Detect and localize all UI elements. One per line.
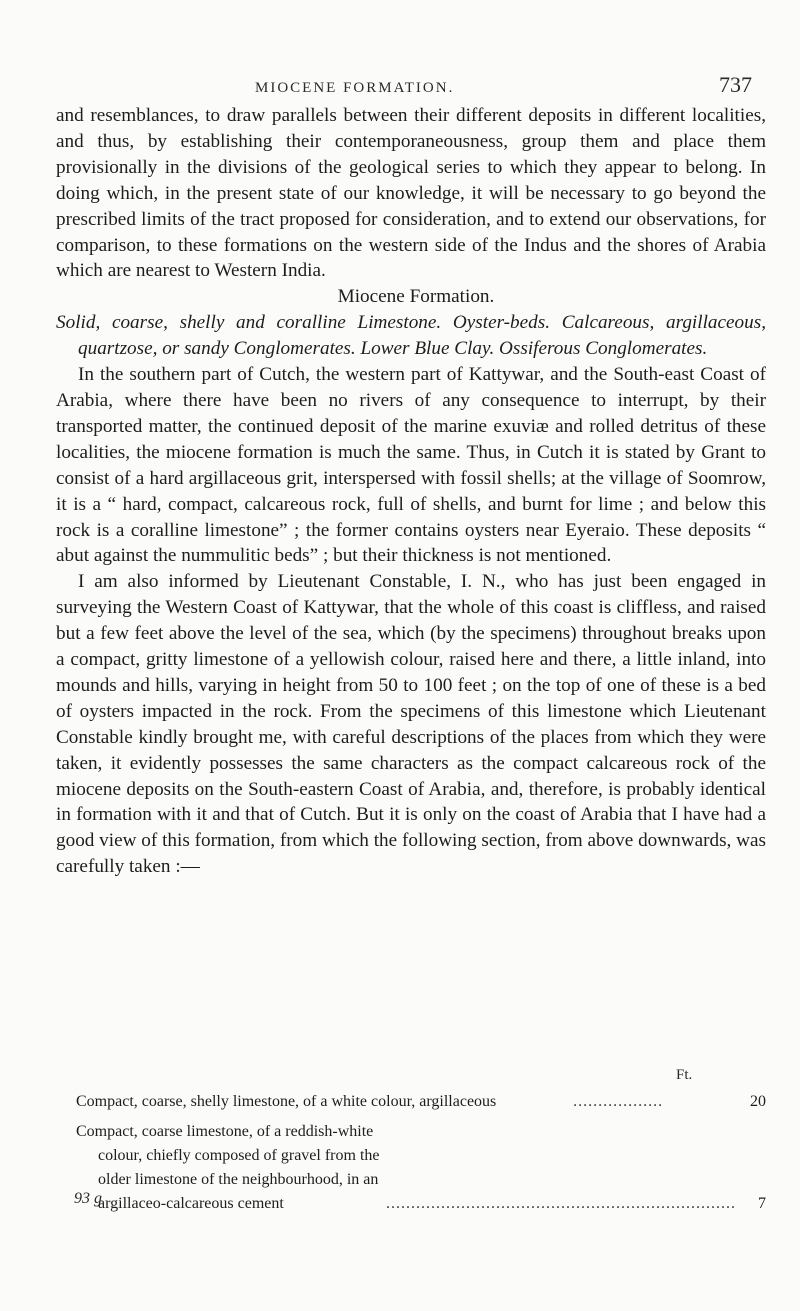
body-text bbox=[56, 103, 766, 880]
cutch-paragraph: In the southern part of Cutch, the western part of Kattywar, and the South-east Coast of Arabia, where there have been no rivers of any consequence to interrupt, by their transported matter, the continued deposit of the marine exuviæ and rolled detritus of these localities, the miocene formation is much the same. Thus, in Cutch it is stated by Grant to consist of a hard argillaceous grit, interspersed with fossil shells; at the village of Soomrow, it is a “ hard, compact, calcareous rock, full of shells, and burnt for lime ; and below this rock is a coralline limestone” ; the former contains oysters near Eyeraio. These deposits “ abut against the nummulitic beds” ; but their thickness is not mentioned. bbox=[56, 364, 766, 567]
section-heading: Miocene Formation. bbox=[337, 286, 495, 308]
dot-leader: .................. bbox=[573, 1093, 664, 1110]
stratum-description: Compact, coarse limestone, of a reddish-white colour, chiefly composed of gravel from the older limestone of the neighbourhood, in an argillaceo-calcareous cement bbox=[76, 1123, 380, 1212]
running-title: MIOCENE FORMATION. bbox=[255, 80, 455, 96]
table-row bbox=[76, 1120, 766, 1216]
page-number: 737 bbox=[719, 72, 752, 97]
stratum-description: Compact, coarse, shelly limestone, of a white colour, argillaceous bbox=[76, 1093, 497, 1110]
printer-signature-mark: 93 g bbox=[74, 1190, 102, 1207]
stratum-thickness: 20 bbox=[750, 1093, 766, 1110]
formation-list: Solid, coarse, shelly and coralline Limestone. Oyster-beds. Calcareous, argillaceous, quartzose, or sandy Conglomerates. Lower Blue Clay. Ossiferous Conglomerates. bbox=[56, 312, 766, 360]
table-row bbox=[76, 1090, 766, 1114]
section-table bbox=[76, 1090, 766, 1222]
dot-leader: ...................................................................... bbox=[386, 1195, 736, 1212]
thickness-unit-header: Ft. bbox=[676, 1067, 693, 1083]
kattywar-paragraph: I am also informed by Lieutenant Constable, I. N., who has just been engaged in surveying the Western Coast of Kattywar, that the whole of this coast is cliffless, and raised but a few feet above the level of the sea, which (by the specimens) throughout breaks upon a compact, gritty limestone of a yellowish colour, raised here and there, a little inland, into mounds and hills, varying in height from 50 to 100 feet ; on the top of one of these is a bed of oysters impacted in the rock. From the specimens of this limestone which Lieutenant Constable kindly brought me, with careful descriptions of the places from which they were taken, it evidently possesses the same characters as the compact calcareous rock of the miocene deposits on the South-eastern Coast of Arabia, and, therefore, is probably identical in formation with it and that of Cutch. But it is only on the coast of Arabia that I have had a good view of this formation, from which the following section, from above downwards, was carefully taken :— bbox=[56, 571, 766, 878]
intro-paragraph: and resemblances, to draw parallels between their different deposits in different localities, and thus, by establishing their contemporaneousness, group them and place them provisionally in the divisions of the geological series to which they appear to belong. In doing which, in the present state of our knowledge, it will be necessary to go beyond the prescribed limits of the tract proposed for consideration, and to extend our observations, for comparison, to these formations on the western side of the Indus and the shores of Arabia which are nearest to Western India. bbox=[56, 105, 766, 282]
stratum-thickness: 7 bbox=[758, 1195, 766, 1212]
